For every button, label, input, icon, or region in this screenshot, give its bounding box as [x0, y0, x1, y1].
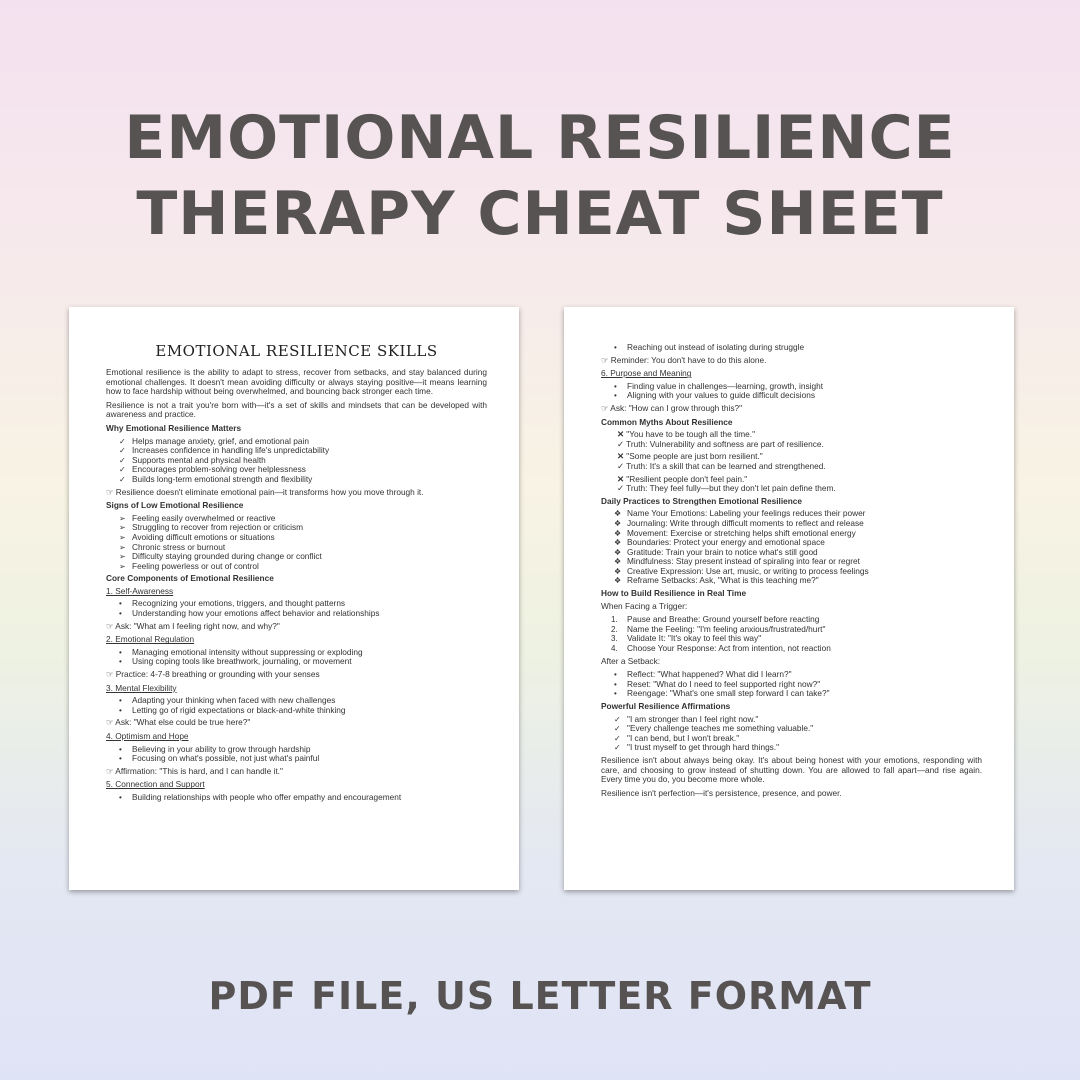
myth-item	[601, 452, 982, 471]
bullet-icon: •	[119, 647, 122, 657]
list-item-text: Chronic stress or burnout	[132, 541, 226, 552]
list-item-text: Increases confidence in handling life's unpredictability	[132, 445, 330, 456]
component-title-self-awareness: 1. Self-Awareness	[106, 585, 174, 596]
bullet-icon: •	[119, 744, 122, 754]
cross-icon: ✕	[617, 473, 627, 484]
list-item	[106, 562, 487, 572]
optimism-list	[106, 745, 487, 764]
document-title: EMOTIONAL RESILIENCE SKILLS	[155, 342, 438, 360]
list-item-text: "I am stronger than I feel right now."	[627, 713, 759, 724]
check-icon: ✓	[119, 436, 126, 446]
list-item-text: Choose Your Response: Act from intention, not reaction	[627, 643, 831, 654]
regulation-note: ☞ Practice: 4-7-8 breathing or grounding with your senses	[106, 669, 320, 680]
connection-list	[106, 793, 487, 803]
document-page-left	[69, 307, 519, 890]
connection-note: ☞ Reminder: You don't have to do this alone.	[601, 354, 767, 365]
list-item-text: Managing emotional intensity without suppressing or exploding	[132, 646, 363, 657]
list-item	[106, 793, 487, 803]
list-item	[601, 689, 982, 699]
list-item-text: Understanding how your emotions affect behavior and relationships	[132, 608, 380, 619]
list-item	[106, 475, 487, 485]
flexibility-note: ☞ Ask: "What else could be true here?"	[106, 717, 251, 728]
list-number: 2.	[611, 624, 618, 634]
setback-label: After a Setback:	[601, 655, 661, 666]
list-item	[106, 706, 487, 716]
list-item-text: Difficulty staying grounded during change or conflict	[132, 551, 322, 562]
list-item-text: Validate It: "It's okay to feel this way"	[627, 633, 762, 644]
check-icon: ✓	[119, 465, 126, 475]
truth-text: Truth: Vulnerability and softness are part of resilience.	[626, 438, 824, 449]
list-item-text: Name the Feeling: "I'm feeling anxious/frustrated/hurt"	[627, 623, 826, 634]
list-item-text: Avoiding difficult emotions or situations	[132, 531, 275, 542]
check-icon: ✓	[119, 455, 126, 465]
headline-line-1: EMOTIONAL RESILIENCE	[124, 103, 956, 173]
list-number: 3.	[611, 634, 618, 644]
check-icon: ✓	[614, 724, 621, 734]
list-item-text: Creative Expression: Use art, music, or writing to process feelings	[627, 565, 869, 576]
list-item	[601, 743, 982, 753]
list-item-text: Reengage: "What's one small step forward I can take?"	[627, 688, 830, 699]
arrow-icon: ➢	[119, 523, 126, 533]
bullet-icon: •	[119, 754, 122, 764]
bullet-icon: •	[119, 599, 122, 609]
flexibility-list	[106, 696, 487, 715]
myth-text: "You have to be tough all the time."	[626, 429, 756, 440]
section-heading-why: Why Emotional Resilience Matters	[106, 422, 242, 433]
check-icon: ✓	[119, 474, 126, 484]
bullet-icon: •	[119, 609, 122, 619]
section-heading-realtime: How to Build Resilience in Real Time	[601, 588, 747, 599]
why-list	[106, 437, 487, 485]
format-caption: PDF FILE, US LETTER FORMAT	[208, 974, 872, 1018]
myths-list	[601, 430, 982, 494]
trigger-label: When Facing a Trigger:	[601, 600, 688, 611]
intro-paragraph-2: Resilience is not a trait you're born with—it's a set of skills and mindsets that can be developed with awareness and practice.	[106, 399, 487, 420]
myth-item	[601, 475, 982, 494]
list-number: 4.	[611, 644, 618, 654]
list-item-text: Boundaries: Protect your energy and emotional space	[627, 537, 825, 548]
list-item-text: Reaching out instead of isolating during struggle	[627, 342, 805, 352]
check-icon: ✓	[617, 483, 627, 494]
list-item-text: "I trust myself to get through hard things."	[627, 742, 780, 753]
list-item	[601, 391, 982, 401]
diamond-icon: ❖	[614, 528, 622, 538]
bullet-icon: •	[614, 391, 617, 401]
closing-paragraph: Resilience isn't about always being okay. It's about being honest with your emotions, responding with care, and choosing to grow instead of shutting down. You are allowed to fall apart—and rise again. Every time you do, you become more whole.	[601, 754, 982, 785]
list-item-text: "Every challenge teaches me something valuable."	[627, 723, 814, 734]
signs-list	[106, 514, 487, 572]
arrow-icon: ➢	[119, 532, 126, 542]
headline-line-2: THERAPY CHEAT SHEET	[136, 179, 944, 249]
purpose-note: ☞ Ask: "How can I grow through this?"	[601, 402, 743, 413]
check-icon: ✓	[614, 733, 621, 743]
list-item-text: Helps manage anxiety, grief, and emotional pain	[132, 435, 309, 446]
list-item-text: Encourages problem-solving over helplessness	[132, 464, 306, 475]
document-page-right	[564, 307, 1014, 890]
list-item-text: Feeling easily overwhelmed or reactive	[132, 512, 276, 523]
bullet-icon: •	[119, 696, 122, 706]
component-title-regulation: 2. Emotional Regulation	[106, 634, 195, 645]
component-title-optimism: 4. Optimism and Hope	[106, 731, 189, 741]
bullet-icon: •	[119, 705, 122, 715]
list-item-text: Reset: "What do I need to feel supported right now?"	[627, 678, 821, 689]
truth-text: Truth: It's a skill that can be learned and strengthened.	[626, 460, 826, 471]
optimism-note: ☞ Affirmation: "This is hard, and I can handle it."	[106, 765, 283, 776]
list-item-text: Pause and Breathe: Ground yourself before reacting	[627, 614, 820, 625]
check-icon: ✓	[119, 446, 126, 456]
list-item-text: Gratitude: Train your brain to notice what's still good	[627, 546, 818, 557]
diamond-icon: ❖	[614, 547, 622, 557]
diamond-icon: ❖	[614, 509, 622, 519]
section-heading-signs: Signs of Low Emotional Resilience	[106, 500, 244, 511]
truth-statement	[617, 484, 982, 494]
list-item-text: Builds long-term emotional strength and flexibility	[132, 473, 313, 484]
bullet-icon: •	[614, 679, 617, 689]
list-item-text: Finding value in challenges—learning, growth, insight	[627, 380, 824, 391]
list-item	[601, 343, 982, 353]
bullet-icon: •	[614, 381, 617, 391]
component-title-purpose: 6. Purpose and Meaning	[601, 368, 692, 379]
cross-icon: ✕	[617, 451, 627, 462]
list-number: 1.	[611, 615, 618, 625]
list-item-text: Building relationships with people who offer empathy and encouragement	[132, 791, 402, 802]
list-item	[106, 754, 487, 764]
list-item-text: Focusing on what's possible, not just what's painful	[132, 753, 320, 764]
section-heading-core: Core Components of Emotional Resilience	[106, 573, 274, 584]
list-item-text: Using coping tools like breathwork, journaling, or movement	[132, 656, 352, 667]
component-title-connection: 5. Connection and Support	[106, 779, 205, 790]
check-icon: ✓	[617, 438, 627, 449]
bullet-icon: •	[614, 670, 617, 680]
check-icon: ✓	[614, 714, 621, 724]
regulation-list	[106, 648, 487, 667]
arrow-icon: ➢	[119, 542, 126, 552]
list-item-text: Reframe Setbacks: Ask, "What is this teaching me?"	[627, 575, 819, 586]
diamond-icon: ❖	[614, 566, 622, 576]
setback-list	[601, 670, 982, 699]
list-item-text: Reflect: "What happened? What did I learn?"	[627, 669, 792, 680]
truth-text: Truth: They feel fully—but they don't let pain define them.	[626, 483, 836, 494]
intro-paragraph: Emotional resilience is the ability to adapt to stress, recover from setbacks, and stay balanced during emotional challenges. It doesn't mean avoiding difficulty or always staying positive—it means learning how to face hardship without being overwhelmed, and bouncing back stronger each time.	[106, 367, 487, 397]
connection-list-continued	[601, 343, 982, 353]
diamond-icon: ❖	[614, 538, 622, 548]
closing-statement: Resilience isn't perfection—it's persistence, presence, and power.	[601, 787, 842, 798]
section-heading-affirmations: Powerful Resilience Affirmations	[601, 701, 731, 711]
myth-text: "Resilient people don't feel pain."	[626, 473, 748, 484]
list-item	[601, 644, 982, 654]
purpose-list	[601, 382, 982, 401]
list-item-text: Mindfulness: Stay present instead of spiraling into fear or regret	[627, 556, 860, 567]
arrow-icon: ➢	[119, 552, 126, 562]
list-item	[601, 576, 982, 586]
diamond-icon: ❖	[614, 518, 622, 528]
arrow-icon: ➢	[119, 561, 126, 571]
check-icon: ✓	[614, 743, 621, 753]
list-item-text: Adapting your thinking when faced with new challenges	[132, 695, 336, 706]
list-item-text: "I can bend, but I won't break."	[627, 732, 740, 743]
list-item-text: Movement: Exercise or stretching helps shift emotional energy	[627, 527, 856, 538]
bullet-icon: •	[614, 343, 617, 352]
bullet-icon: •	[119, 792, 122, 802]
list-item-text: Name Your Emotions: Labeling your feelings reduces their power	[627, 508, 866, 519]
list-item	[106, 609, 487, 619]
list-item-text: Believing in your ability to grow through hardship	[132, 743, 311, 754]
why-note: ☞ Resilience doesn't eliminate emotional pain—it transforms how you move through it.	[106, 486, 424, 497]
myth-text: "Some people are just born resilient."	[626, 451, 763, 462]
list-item-text: Aligning with your values to guide difficult decisions	[627, 390, 816, 401]
list-item-text: Supports mental and physical health	[132, 454, 266, 465]
trigger-steps-list	[601, 615, 982, 653]
list-item-text: Struggling to recover from rejection or criticism	[132, 522, 304, 533]
list-item-text: Journaling: Write through difficult moments to reflect and release	[627, 517, 864, 528]
self-awareness-list	[106, 599, 487, 618]
list-item-text: Recognizing your emotions, triggers, and thought patterns	[132, 598, 346, 609]
section-heading-myths: Common Myths About Resilience	[601, 416, 733, 427]
component-title-flexibility: 3. Mental Flexibility	[106, 682, 177, 693]
bullet-icon: •	[614, 689, 617, 699]
bullet-icon: •	[119, 657, 122, 667]
myth-item	[601, 430, 982, 449]
list-item	[106, 657, 487, 667]
cross-icon: ✕	[617, 429, 627, 440]
truth-statement	[617, 462, 982, 472]
truth-statement	[617, 440, 982, 450]
affirmations-list	[601, 715, 982, 753]
arrow-icon: ➢	[119, 513, 126, 523]
check-icon: ✓	[617, 460, 627, 471]
section-heading-daily: Daily Practices to Strengthen Emotional Resilience	[601, 495, 803, 506]
list-item-text: Letting go of rigid expectations or black-and-white thinking	[132, 704, 346, 715]
diamond-icon: ❖	[614, 576, 622, 586]
diamond-icon: ❖	[614, 557, 622, 567]
daily-practices-list	[601, 509, 982, 586]
list-item-text: Feeling powerless or out of control	[132, 560, 259, 571]
self-awareness-note: ☞ Ask: "What am I feeling right now, and why?"	[106, 620, 280, 631]
